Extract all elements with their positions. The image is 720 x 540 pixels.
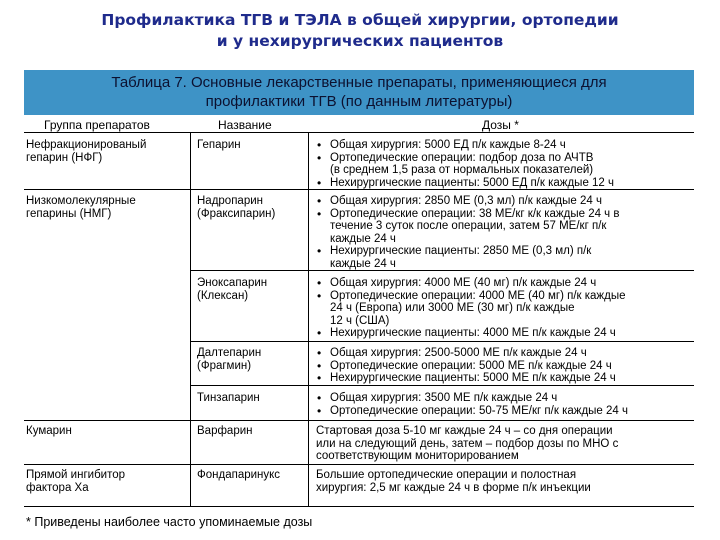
dose-item: • Ортопедические операции: подбор доза по АЧТВ (в среднем 1,5 раза от нормальных показателей) bbox=[316, 152, 614, 177]
row-divider-nmg-3 bbox=[190, 385, 694, 386]
table-bottom-rule bbox=[24, 506, 694, 507]
dose-item: • Ортопедические операции: 5000 МЕ п/к каждые 24 ч bbox=[316, 360, 616, 373]
row-2-doses bbox=[316, 195, 619, 270]
dose-item: • Общая хирургия: 5000 ЕД п/к каждые 8-24 ч bbox=[316, 139, 614, 152]
row-4-doses bbox=[316, 347, 616, 385]
header-rule bbox=[24, 132, 694, 133]
row-7-name: Фондапаринукс bbox=[197, 469, 281, 481]
footnote: * Приведены наиболее часто упоминаемые дозы bbox=[26, 515, 313, 529]
row-7-dose bbox=[316, 469, 591, 494]
row-7-group: Прямой ингибитор фактора Ха bbox=[26, 469, 126, 494]
dose-item: • Общая хирургия: 2850 МЕ (0,3 мл) п/к каждые 24 ч bbox=[316, 195, 619, 208]
row-5-name: Тинзапарин bbox=[197, 392, 260, 404]
table-caption-text: Таблица 7. Основные лекарственные препараты, применяющиеся для профилактики ТГВ (по данным литературы) bbox=[111, 74, 607, 110]
row-1-group: Нефракционированый гепарин (НФГ) bbox=[26, 139, 147, 164]
slide-title bbox=[0, 10, 720, 52]
dose-item: • Общая хирургия: 3500 МЕ п/к каждые 24 ч bbox=[316, 392, 628, 405]
row-1-name: Гепарин bbox=[197, 139, 241, 151]
dose-item: • Ортопедические операции: 4000 МЕ (40 мг) п/к каждые 24 ч (Европа) или 3000 МЕ (30 мг) п/к каждые 12 ч (США) bbox=[316, 290, 626, 328]
row-1-doses bbox=[316, 139, 614, 189]
dose-item: • Нехирургические пациенты: 5000 МЕ п/к каждые 24 ч bbox=[316, 372, 616, 385]
row-divider-1 bbox=[24, 189, 694, 190]
dose-item: • Нехирургические пациенты: 2850 МЕ (0,3 мл) п/к каждые 24 ч bbox=[316, 245, 619, 270]
header-dose: Дозы * bbox=[482, 118, 519, 132]
dose-item: • Ортопедические операции: 38 МЕ/кг к/к каждые 24 ч в течение 3 суток после операции, затем 57 МЕ/кг п/к каждые 24 ч bbox=[316, 208, 619, 246]
dose-item: • Ортопедические операции: 50-75 МЕ/кг п/к каждые 24 ч bbox=[316, 405, 628, 418]
row-divider-nmg-2 bbox=[190, 341, 694, 342]
row-2-name: Надропарин (Фраксипарин) bbox=[197, 195, 276, 220]
dose-item: • Общая хирургия: 2500-5000 МЕ п/к каждые 24 ч bbox=[316, 347, 616, 360]
row-divider-2 bbox=[24, 420, 694, 421]
header-name: Название bbox=[218, 118, 272, 132]
table-caption bbox=[24, 70, 694, 115]
dose-item: • Нехирургические пациенты: 4000 МЕ п/к каждые 24 ч bbox=[316, 327, 626, 340]
row-6-dose bbox=[316, 425, 618, 463]
slide-title-text: Профилактика ТГВ и ТЭЛА в общей хирургии, ортопедии и у нехирургических пациентов bbox=[101, 11, 619, 50]
dose-item: • Общая хирургия: 4000 МЕ (40 мг) п/к каждые 24 ч bbox=[316, 277, 626, 290]
row-2-group: Низкомолекулярные гепарины (НМГ) bbox=[26, 195, 136, 220]
row-divider-3 bbox=[24, 464, 694, 465]
row-6-name: Варфарин bbox=[197, 425, 253, 437]
dose-text: Стартовая доза 5-10 мг каждые 24 ч – со дня операции или на следующий день, затем – подбор дозы по МНО с соответствующим мониторированием bbox=[316, 425, 619, 462]
row-3-name: Эноксапарин (Клексан) bbox=[197, 277, 268, 302]
row-5-doses bbox=[316, 392, 628, 417]
row-6-group: Кумарин bbox=[26, 425, 72, 437]
dose-item: • Нехирургические пациенты: 5000 ЕД п/к каждые 12 ч bbox=[316, 177, 614, 190]
column-divider-1 bbox=[190, 132, 191, 506]
row-divider-nmg-1 bbox=[190, 270, 694, 271]
row-3-doses bbox=[316, 277, 626, 340]
dose-text: Большие ортопедические операции и полостная хирургия: 2,5 мг каждые 24 ч в форме п/к инъекции bbox=[316, 469, 591, 494]
row-4-name: Далтепарин (Фрагмин) bbox=[197, 347, 262, 372]
header-group: Группа препаратов bbox=[44, 118, 150, 132]
column-divider-2 bbox=[308, 132, 309, 506]
